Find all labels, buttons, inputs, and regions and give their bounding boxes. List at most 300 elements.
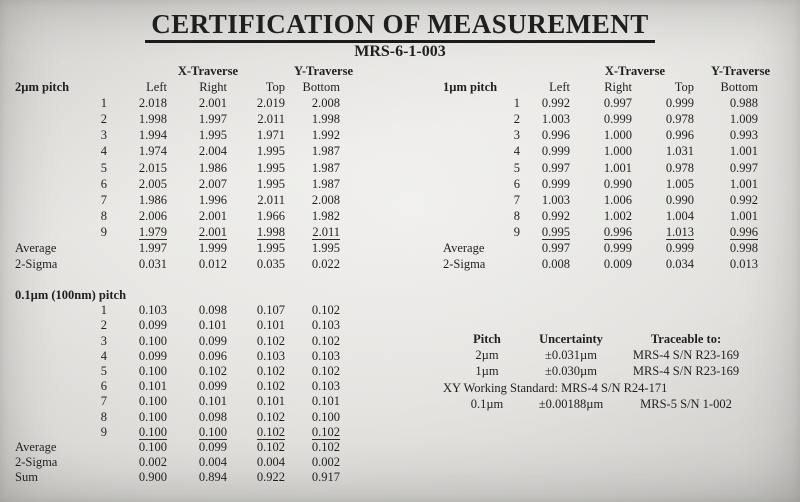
measurement-cell bbox=[632, 127, 694, 143]
measurement-value: 2.008 bbox=[311, 192, 341, 207]
column-header-left: Left bbox=[549, 80, 570, 95]
measurement-cell bbox=[227, 143, 285, 159]
row-label bbox=[15, 334, 95, 349]
measurement-cell bbox=[107, 440, 167, 455]
measurement-cell bbox=[167, 127, 227, 143]
row-number: 8 bbox=[100, 409, 107, 424]
measurement-value: 1.001 bbox=[729, 144, 759, 159]
traceability-header-row bbox=[443, 331, 761, 347]
measurement-value: 2.011 bbox=[312, 224, 341, 239]
row-number: 3 bbox=[100, 333, 107, 348]
measurement-value: 2.001 bbox=[198, 96, 227, 111]
document-header bbox=[0, 9, 800, 60]
measurement-row bbox=[15, 318, 340, 333]
summary-label: Average bbox=[15, 440, 57, 455]
measurement-value: 0.100 bbox=[138, 333, 167, 348]
measurement-value: 0.022 bbox=[311, 257, 341, 272]
measurement-row bbox=[15, 334, 340, 349]
measurement-row bbox=[443, 127, 758, 143]
measurement-cell bbox=[285, 192, 340, 208]
measurement-row bbox=[443, 208, 758, 224]
measurement-cell bbox=[107, 192, 167, 208]
row-label bbox=[15, 111, 95, 127]
measurement-value: 0.004 bbox=[256, 455, 285, 470]
measurement-cell bbox=[167, 425, 227, 440]
measurement-cell bbox=[285, 143, 340, 159]
row-number: 3 bbox=[100, 128, 107, 143]
measurement-value: 0.999 bbox=[541, 176, 570, 191]
measurement-value: 1.987 bbox=[311, 176, 341, 191]
measurement-row bbox=[15, 192, 340, 208]
row-number: 4 bbox=[513, 144, 520, 159]
row-label bbox=[15, 349, 95, 364]
measurement-cell bbox=[570, 208, 632, 224]
measurement-cell bbox=[285, 334, 340, 349]
measurement-value: 2.007 bbox=[198, 176, 227, 191]
measurement-cell bbox=[520, 127, 570, 143]
measurement-value: 0.997 bbox=[541, 241, 570, 256]
uncertainty-value: ±0.030µm bbox=[545, 364, 597, 379]
measurement-value: 0.999 bbox=[665, 96, 694, 111]
measurement-cell bbox=[167, 334, 227, 349]
measurement-value: 1.998 bbox=[311, 112, 341, 127]
measurement-cell bbox=[107, 334, 167, 349]
measurement-value: 1.987 bbox=[311, 160, 341, 175]
measurement-value: 0.900 bbox=[138, 470, 167, 485]
measurement-value: 2.015 bbox=[138, 160, 167, 175]
measurement-value: 0.993 bbox=[729, 128, 759, 143]
measurement-value: 1.001 bbox=[729, 176, 759, 191]
row-number: 7 bbox=[513, 192, 520, 207]
measurement-cell bbox=[285, 455, 340, 470]
summary-row bbox=[443, 256, 758, 272]
measurement-cell bbox=[694, 256, 758, 272]
row-label bbox=[443, 208, 504, 224]
table-label-row bbox=[15, 288, 340, 303]
measurement-cell bbox=[694, 192, 758, 208]
measurement-value: 0.102 bbox=[256, 333, 285, 348]
measurement-value: 0.102 bbox=[256, 364, 285, 379]
measurement-cell bbox=[570, 127, 632, 143]
measurement-cell bbox=[167, 143, 227, 159]
column-header-top: Top bbox=[674, 80, 694, 95]
row-number: 6 bbox=[513, 176, 520, 191]
measurement-cell bbox=[167, 455, 227, 470]
measurement-cell bbox=[227, 111, 285, 127]
measurement-row bbox=[15, 379, 340, 394]
measurement-value: 0.997 bbox=[729, 160, 759, 175]
measurement-cell bbox=[520, 208, 570, 224]
measurement-cell bbox=[167, 256, 227, 272]
measurement-value: 2.008 bbox=[311, 96, 341, 111]
measurement-value: 0.107 bbox=[256, 303, 285, 318]
column-header-row bbox=[443, 79, 758, 95]
measurement-cell bbox=[632, 208, 694, 224]
measurement-cell bbox=[227, 224, 285, 240]
measurement-value: 1.998 bbox=[138, 112, 167, 127]
row-label bbox=[15, 224, 95, 240]
measurement-value: 1.986 bbox=[198, 160, 227, 175]
measurement-cell bbox=[107, 410, 167, 425]
row-number: 8 bbox=[100, 208, 107, 223]
measurement-row bbox=[15, 425, 340, 440]
measurement-cell bbox=[167, 208, 227, 224]
measurement-value: 2.006 bbox=[138, 208, 167, 223]
row-number bbox=[95, 455, 107, 470]
measurement-cell bbox=[570, 192, 632, 208]
traceability-row bbox=[443, 347, 761, 363]
measurement-cell bbox=[285, 440, 340, 455]
measurement-value: 0.099 bbox=[138, 348, 167, 363]
table-label-2um: 2µm pitch bbox=[15, 80, 70, 95]
measurement-cell bbox=[285, 176, 340, 192]
measurement-row bbox=[15, 176, 340, 192]
row-label bbox=[443, 176, 504, 192]
row-label bbox=[15, 410, 95, 425]
measurement-cell bbox=[167, 379, 227, 394]
column-header-right: Right bbox=[199, 80, 227, 95]
measurement-row bbox=[443, 95, 758, 111]
measurement-value: 0.103 bbox=[256, 348, 285, 363]
measurement-cell bbox=[227, 334, 285, 349]
measurement-value: 1.998 bbox=[256, 224, 285, 239]
measurement-value: 0.988 bbox=[729, 96, 759, 111]
measurement-value: 1.001 bbox=[603, 160, 632, 175]
measurement-cell bbox=[285, 318, 340, 333]
measurement-cell bbox=[632, 111, 694, 127]
measurement-value: 0.102 bbox=[256, 440, 285, 455]
column-header-bottom: Bottom bbox=[720, 80, 759, 95]
measurement-value: 0.995 bbox=[541, 224, 570, 239]
measurement-cell bbox=[227, 318, 285, 333]
measurement-cell bbox=[227, 192, 285, 208]
measurement-value: 0.012 bbox=[198, 257, 227, 272]
measurement-row bbox=[443, 192, 758, 208]
measurement-value: 1.031 bbox=[665, 144, 694, 159]
summary-label: 2-Sigma bbox=[443, 257, 486, 272]
measurement-value: 0.996 bbox=[603, 224, 632, 239]
measurement-value: 0.102 bbox=[256, 424, 285, 439]
measurement-cell bbox=[570, 95, 632, 111]
measurement-cell bbox=[520, 160, 570, 176]
pitch-value: 1µm bbox=[475, 364, 499, 379]
measurement-value: 0.100 bbox=[138, 364, 167, 379]
measurement-cell bbox=[107, 160, 167, 176]
row-number: 9 bbox=[100, 424, 107, 439]
traceability-table bbox=[443, 331, 761, 412]
measurement-cell bbox=[694, 143, 758, 159]
measurement-cell bbox=[570, 160, 632, 176]
measurement-value: 2.001 bbox=[198, 224, 227, 239]
measurement-cell bbox=[632, 192, 694, 208]
measurement-cell bbox=[694, 176, 758, 192]
measurement-cell bbox=[107, 176, 167, 192]
row-number: 3 bbox=[513, 128, 520, 143]
measurement-value: 0.099 bbox=[138, 318, 167, 333]
measurement-value: 0.009 bbox=[603, 257, 632, 272]
y-traverse-group-header: Y-Traverse bbox=[711, 64, 771, 78]
row-number: 8 bbox=[513, 208, 520, 223]
measurement-cell bbox=[570, 143, 632, 159]
measurement-value: 0.997 bbox=[603, 96, 632, 111]
summary-row bbox=[15, 455, 340, 470]
measurement-cell bbox=[694, 95, 758, 111]
measurement-value: 2.011 bbox=[257, 192, 285, 207]
measurement-cell bbox=[285, 303, 340, 318]
row-label bbox=[15, 303, 95, 318]
measurement-value: 0.992 bbox=[541, 96, 570, 111]
measurement-row bbox=[15, 349, 340, 364]
pitch-01um-table bbox=[15, 288, 340, 486]
measurement-cell bbox=[107, 364, 167, 379]
measurement-row bbox=[15, 95, 340, 111]
document-title: CERTIFICATION OF MEASUREMENT bbox=[145, 9, 655, 43]
row-number: 7 bbox=[100, 394, 107, 409]
measurement-cell bbox=[285, 349, 340, 364]
measurement-value: 1.995 bbox=[256, 160, 285, 175]
measurement-cell bbox=[227, 127, 285, 143]
measurement-cell bbox=[694, 208, 758, 224]
measurement-value: 0.103 bbox=[311, 348, 341, 363]
measurement-cell bbox=[570, 224, 632, 240]
pitch-2um-table bbox=[15, 63, 354, 272]
measurement-cell bbox=[167, 410, 227, 425]
group-header-row bbox=[443, 63, 758, 79]
row-label bbox=[15, 143, 95, 159]
measurement-value: 1.995 bbox=[256, 241, 285, 256]
row-number: 2 bbox=[100, 112, 107, 127]
measurement-row bbox=[443, 111, 758, 127]
measurement-value: 0.035 bbox=[256, 257, 285, 272]
measurement-cell bbox=[632, 256, 694, 272]
measurement-value: 0.992 bbox=[729, 192, 759, 207]
row-number: 2 bbox=[513, 112, 520, 127]
measurement-value: 1.997 bbox=[198, 112, 227, 127]
measurement-cell bbox=[107, 224, 167, 240]
measurement-value: 0.100 bbox=[311, 409, 341, 424]
measurement-cell bbox=[632, 95, 694, 111]
measurement-value: 1.006 bbox=[603, 192, 632, 207]
measurement-value: 1.000 bbox=[603, 144, 632, 159]
measurement-value: 1.995 bbox=[256, 144, 285, 159]
y-traverse-group-header: Y-Traverse bbox=[294, 64, 354, 78]
measurement-row bbox=[15, 394, 340, 409]
traceable-value: MRS-5 S/N 1-002 bbox=[640, 396, 732, 411]
row-number: 9 bbox=[100, 224, 107, 239]
working-standard-note: XY Working Standard: MRS-4 S/N R24-171 bbox=[443, 380, 668, 395]
measurement-cell bbox=[227, 410, 285, 425]
measurement-value: 0.101 bbox=[198, 318, 227, 333]
measurement-cell bbox=[570, 176, 632, 192]
measurement-cell bbox=[227, 95, 285, 111]
table-label-01um: 0.1µm (100nm) pitch bbox=[15, 288, 127, 302]
measurement-cell bbox=[694, 127, 758, 143]
measurement-row bbox=[15, 303, 340, 318]
measurement-value: 0.013 bbox=[729, 257, 759, 272]
measurement-value: 0.102 bbox=[311, 364, 341, 379]
measurement-value: 0.999 bbox=[603, 241, 632, 256]
measurement-cell bbox=[107, 95, 167, 111]
measurement-value: 0.998 bbox=[729, 241, 759, 256]
measurement-cell bbox=[167, 111, 227, 127]
measurement-cell bbox=[167, 394, 227, 409]
measurement-cell bbox=[285, 127, 340, 143]
measurement-cell bbox=[167, 176, 227, 192]
measurement-value: 0.101 bbox=[311, 394, 341, 409]
measurement-cell bbox=[227, 470, 285, 485]
summary-row bbox=[443, 240, 758, 256]
measurement-cell bbox=[285, 470, 340, 485]
measurement-cell bbox=[107, 470, 167, 485]
measurement-row bbox=[443, 224, 758, 240]
row-number bbox=[95, 240, 107, 256]
measurement-cell bbox=[520, 95, 570, 111]
measurement-cell bbox=[227, 208, 285, 224]
measurement-value: 0.894 bbox=[198, 470, 227, 485]
measurement-value: 1.995 bbox=[311, 241, 341, 256]
measurement-cell bbox=[570, 256, 632, 272]
measurement-value: 0.102 bbox=[256, 409, 285, 424]
summary-row bbox=[15, 256, 340, 272]
summary-label: Sum bbox=[15, 470, 38, 485]
measurement-value: 1.982 bbox=[311, 208, 341, 223]
row-label bbox=[15, 95, 95, 111]
measurement-value: 0.922 bbox=[256, 470, 285, 485]
measurement-value: 1.995 bbox=[256, 176, 285, 191]
column-header-top: Top bbox=[265, 80, 285, 95]
measurement-cell bbox=[520, 192, 570, 208]
measurement-cell bbox=[167, 349, 227, 364]
row-label bbox=[443, 224, 504, 240]
measurement-cell bbox=[107, 318, 167, 333]
measurement-value: 0.099 bbox=[198, 333, 227, 348]
measurement-row bbox=[15, 143, 340, 159]
measurement-row bbox=[443, 160, 758, 176]
measurement-cell bbox=[227, 364, 285, 379]
measurement-value: 1.992 bbox=[311, 128, 341, 143]
summary-label: Average bbox=[443, 241, 485, 256]
traceable-value: MRS-4 S/N R23-169 bbox=[632, 364, 740, 379]
measurement-cell bbox=[520, 240, 570, 256]
measurement-cell bbox=[107, 143, 167, 159]
measurement-value: 0.034 bbox=[665, 257, 694, 272]
measurement-cell bbox=[167, 470, 227, 485]
column-header-left: Left bbox=[146, 80, 167, 95]
row-number: 5 bbox=[100, 160, 107, 175]
measurement-cell bbox=[167, 303, 227, 318]
measurement-value: 0.102 bbox=[256, 379, 285, 394]
measurement-value: 0.102 bbox=[311, 333, 341, 348]
summary-label: 2-Sigma bbox=[15, 455, 58, 470]
measurement-value: 0.997 bbox=[541, 160, 570, 175]
column-header-row bbox=[15, 79, 340, 95]
row-number: 2 bbox=[100, 318, 107, 333]
measurement-value: 1.979 bbox=[138, 224, 167, 239]
measurement-cell bbox=[694, 240, 758, 256]
measurement-cell bbox=[167, 160, 227, 176]
measurement-cell bbox=[107, 111, 167, 127]
measurement-value: 1.003 bbox=[541, 192, 570, 207]
measurement-cell bbox=[632, 143, 694, 159]
document-serial-number: MRS-6-1-003 bbox=[354, 43, 446, 60]
x-traverse-group-header: X-Traverse bbox=[177, 64, 238, 78]
row-number: 1 bbox=[100, 96, 107, 111]
measurement-cell bbox=[107, 349, 167, 364]
pitch-value: 0.1µm bbox=[470, 396, 504, 411]
measurement-value: 0.990 bbox=[603, 176, 632, 191]
row-label bbox=[443, 160, 504, 176]
measurement-cell bbox=[285, 224, 340, 240]
row-label bbox=[443, 95, 504, 111]
row-label bbox=[443, 143, 504, 159]
measurement-cell bbox=[285, 256, 340, 272]
summary-label: 2-Sigma bbox=[15, 257, 58, 272]
measurement-cell bbox=[227, 349, 285, 364]
measurement-row bbox=[15, 111, 340, 127]
measurement-cell bbox=[520, 176, 570, 192]
row-number bbox=[504, 256, 520, 272]
column-header-right: Right bbox=[604, 80, 632, 95]
measurement-cell bbox=[107, 455, 167, 470]
row-label bbox=[15, 208, 95, 224]
row-label bbox=[15, 379, 95, 394]
measurement-cell bbox=[227, 240, 285, 256]
measurement-row bbox=[15, 208, 340, 224]
measurement-cell bbox=[632, 160, 694, 176]
measurement-cell bbox=[107, 394, 167, 409]
measurement-cell bbox=[167, 364, 227, 379]
measurement-cell bbox=[227, 176, 285, 192]
row-label bbox=[15, 318, 95, 333]
measurement-value: 0.100 bbox=[138, 440, 167, 455]
measurement-row bbox=[443, 143, 758, 159]
row-number: 6 bbox=[100, 176, 107, 191]
measurement-cell bbox=[227, 256, 285, 272]
measurement-value: 1.004 bbox=[665, 208, 694, 223]
measurement-cell bbox=[632, 240, 694, 256]
measurement-value: 0.101 bbox=[138, 379, 167, 394]
measurement-value: 0.031 bbox=[138, 257, 167, 272]
measurement-value: 0.099 bbox=[198, 440, 227, 455]
measurement-cell bbox=[570, 111, 632, 127]
measurement-value: 0.102 bbox=[198, 364, 227, 379]
working-standard-note-row bbox=[443, 380, 761, 396]
measurement-value: 1.994 bbox=[138, 128, 167, 143]
measurement-value: 0.103 bbox=[138, 303, 167, 318]
measurement-value: 0.103 bbox=[311, 318, 341, 333]
measurement-value: 1.974 bbox=[138, 144, 167, 159]
row-number: 1 bbox=[513, 96, 520, 111]
row-label bbox=[15, 160, 95, 176]
measurement-value: 0.999 bbox=[665, 241, 694, 256]
pitch-value: 2µm bbox=[475, 348, 499, 363]
traceability-row bbox=[443, 363, 761, 379]
traceability-row bbox=[443, 396, 761, 412]
measurement-cell bbox=[285, 410, 340, 425]
measurement-cell bbox=[227, 440, 285, 455]
traceability-header-pitch: Pitch bbox=[473, 332, 501, 346]
measurement-value: 0.999 bbox=[541, 144, 570, 159]
measurement-cell bbox=[632, 224, 694, 240]
measurement-value: 2.004 bbox=[198, 144, 227, 159]
measurement-value: 0.002 bbox=[311, 455, 341, 470]
measurement-row bbox=[15, 127, 340, 143]
measurement-value: 1.996 bbox=[198, 192, 227, 207]
measurement-value: 1.002 bbox=[603, 208, 632, 223]
measurement-value: 0.999 bbox=[603, 112, 632, 127]
measurement-value: 0.099 bbox=[198, 379, 227, 394]
table-label-1um: 1µm pitch bbox=[443, 80, 498, 95]
